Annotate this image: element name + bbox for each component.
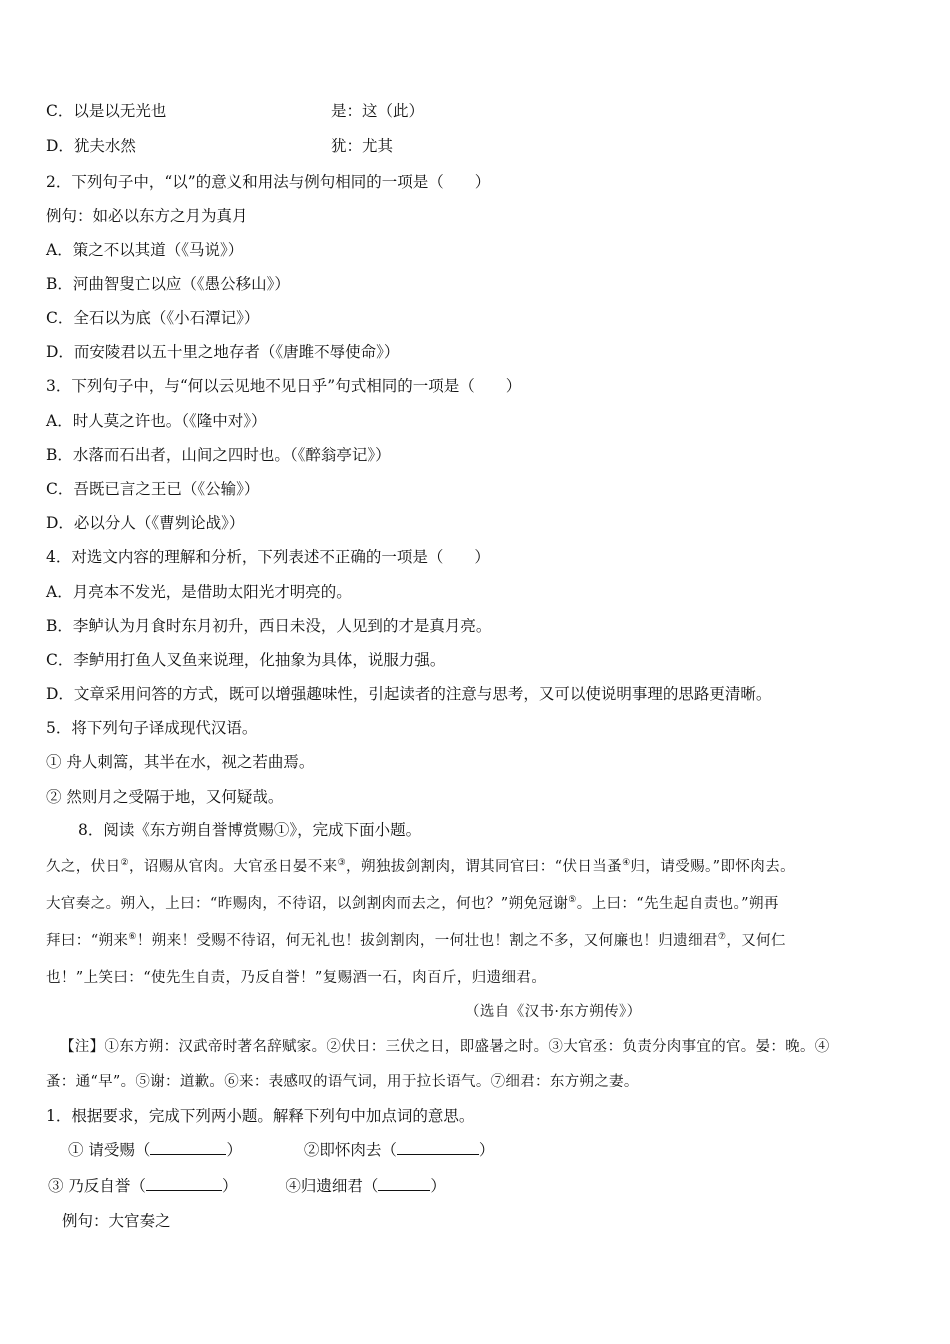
passage-text: 拜曰：“朔来 <box>46 933 129 949</box>
item-2-close: ） <box>478 1141 495 1159</box>
footnote-ref: ⑦ <box>717 932 727 943</box>
passage-source: （选自《汉书·东方朔传》） <box>465 1004 642 1020</box>
answer-blank-2[interactable] <box>397 1140 479 1155</box>
option-c-gloss: 是：这（此） <box>331 102 425 120</box>
q4-option-c: C．李鲈用打鱼人叉鱼来说理，化抽象为具体，说服力强。 <box>46 651 446 669</box>
item-3-close: ） <box>221 1177 238 1195</box>
passage-text: 。上曰：“先生起自责也。”朔再 <box>576 896 779 912</box>
q2-option-a: A．策之不以其道（《马说》） <box>46 241 244 259</box>
q8-1-row-2 <box>48 1176 446 1196</box>
q5-stem: 5．将下列句子译成现代汉语。 <box>46 719 258 737</box>
q5-item-1: ① 舟人刺篙，其半在水，视之若曲焉。 <box>46 753 315 771</box>
q2-example: 例句：如必以东方之月为真月 <box>46 207 248 225</box>
q2-stem: 2．下列句子中，“以”的意义和用法与例句相同的一项是（ ） <box>46 173 491 191</box>
q3-option-a: A．时人莫之许也。（《隆中对》） <box>46 412 267 430</box>
answer-blank-5[interactable] <box>378 1176 430 1191</box>
passage-line-1 <box>46 857 910 877</box>
passage-line-3 <box>46 931 910 951</box>
passage-text: ，又何仁 <box>726 933 786 949</box>
q3-stem: 3．下列句子中，与“何以云见地不见日乎”句式相同的一项是（ ） <box>46 377 522 395</box>
answer-blank-3[interactable] <box>146 1176 222 1191</box>
item-5-close: ） <box>430 1177 446 1195</box>
q3-option-c: C．吾既已言之王已（《公输》） <box>46 480 260 498</box>
footnote-ref: ⑤ <box>568 895 577 906</box>
footnote-ref: ② <box>120 858 129 869</box>
item-1-label: ① 请受赐（ <box>68 1141 151 1159</box>
q4-option-a: A．月亮本不发光，是借助太阳光才明亮的。 <box>46 583 352 601</box>
q2-option-d: D．而安陵君以五十里之地存者（《唐雎不辱使命》） <box>46 343 400 361</box>
option-d-text: D．犹夫水然 <box>46 137 136 155</box>
item-1-close: ） <box>226 1141 242 1159</box>
passage-text: 久之，伏日 <box>46 859 121 875</box>
passage-text: ，朔独拔剑割肉，谓其同官曰：“伏日当蚤 <box>346 859 623 875</box>
q8-1-example: 例句：大官奏之 <box>62 1212 171 1230</box>
passage-line-2 <box>46 894 910 914</box>
q8-1-stem: 1．根据要求，完成下列两小题。解释下列句中加点词的意思。 <box>46 1107 475 1125</box>
item-2-label: ②即怀肉去（ <box>303 1141 397 1159</box>
passage-text: ，诏赐从官肉。大官丞日晏不来 <box>128 859 338 875</box>
q4-option-d: D．文章采用问答的方式，既可以增强趣味性，引起读者的注意与思考，又可以使说明事理的思路更清晰。 <box>46 685 772 703</box>
q2-option-c: C．全石以为底（《小石潭记》） <box>46 309 260 327</box>
option-d-row <box>46 136 394 156</box>
q3-option-b: B．水落而石出者，山间之四时也。（《醉翁亭记》） <box>46 446 391 464</box>
passage-text: 归，请受赐。”即怀肉去。 <box>630 859 795 875</box>
option-c-text: C．以是以无光也 <box>46 102 167 120</box>
option-c-row <box>46 101 425 121</box>
q4-stem: 4．对选文内容的理解和分析，下列表述不正确的一项是（ ） <box>46 548 490 566</box>
q2-option-b: B．河曲智叟亡以应（《愚公移山》） <box>46 275 290 293</box>
footnote-ref: ④ <box>622 858 631 869</box>
passage-text: 大官奏之。朔入，上曰：“昨赐肉，不待诏，以剑割肉而去之，何也？”朔免冠谢 <box>46 896 569 912</box>
passage-text: ！朔来！受赐不待诏，何无礼也！拔剑割肉，一何壮也！割之不多，又何廉也！归遗细君 <box>136 933 718 949</box>
item-3-label: ③ 乃反自誉（ <box>48 1177 146 1195</box>
notes-line-2: 蚤：通“早”。⑤谢：道歉。⑥来：表感叹的语气词，用于拉长语气。⑦细君：东方朔之妻。 <box>46 1074 639 1090</box>
q5-item-2: ② 然则月之受隔于地，又何疑哉。 <box>46 788 284 806</box>
item-4-label: ④归遗细君（ <box>285 1177 379 1195</box>
option-d-gloss: 犹：尤其 <box>331 137 394 155</box>
q8-1-row-1 <box>68 1140 494 1160</box>
q4-option-b: B．李鲈认为月食时东月初升，西日未没，人见到的才是真月亮。 <box>46 617 492 635</box>
q3-option-d: D．必以分人（《曹刿论战》） <box>46 514 245 532</box>
section8-heading: 8．阅读《东方朔自誉博赏赐①》，完成下面小题。 <box>78 821 422 839</box>
notes-line-1: 【注】①东方朔：汉武帝时著名辞赋家。②伏日：三伏之日，即盛暑之时。③大官丞：负责分肉事宜的官。晏：晚。④ <box>60 1039 830 1055</box>
footnote-ref: ③ <box>337 858 347 869</box>
answer-blank-1[interactable] <box>150 1140 226 1155</box>
passage-line-4: 也！”上笑曰：“使先生自责，乃反自誉！”复赐酒一石，肉百斤，归遗细君。 <box>46 970 547 986</box>
footnote-ref: ⑥ <box>128 932 137 943</box>
